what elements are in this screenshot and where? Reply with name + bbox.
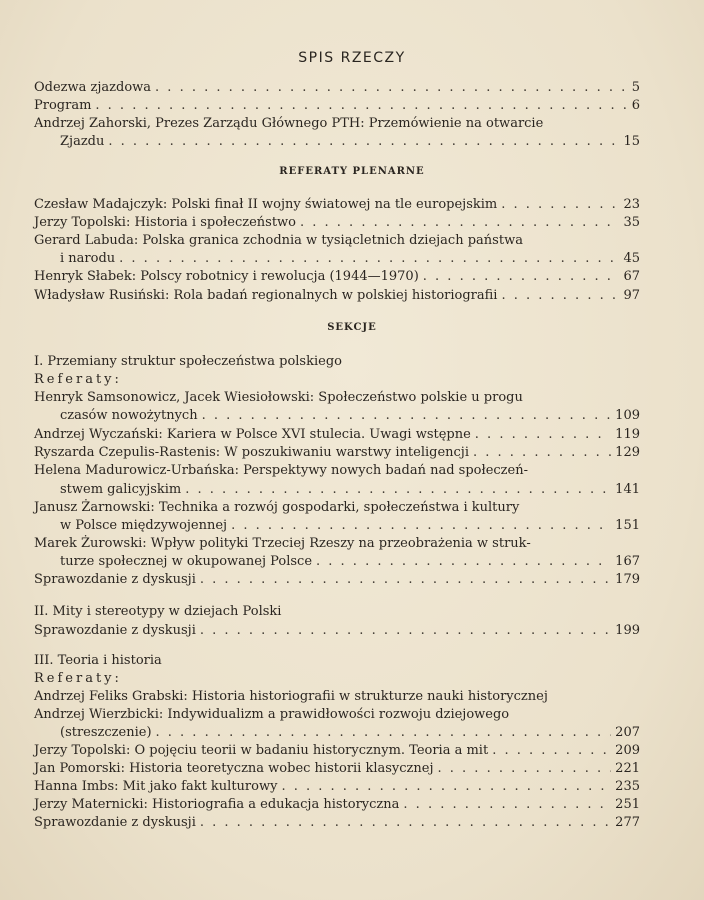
- toc-entry[interactable]: Jan Pomorski: Historia teoretyczna wobec historii klasycznej . . . 221: [34, 759, 640, 779]
- toc-entry[interactable]: Jerzy Topolski: O pojęciu teorii w badaniu historycznym. Teoria a mit . . . 209: [34, 741, 640, 761]
- toc-entry[interactable]: Andrzej Wierzbicki: Indywidualizm a prawidłowości rozwoju dziejowego: [34, 707, 510, 722]
- toc-entry[interactable]: Marek Żurowski: Wpływ polityki Trzeciej Rzeszy na przeobrażenia w struk-: [34, 536, 531, 551]
- section-heading-plenary: REFERATY PLENARNE: [279, 166, 425, 177]
- toc-entry[interactable]: Andrzej Wyczański: Kariera w Polsce XVI stulecia. Uwagi wstępne . . . 119: [34, 425, 640, 445]
- page-title: SPIS RZECZY: [298, 50, 406, 66]
- subheading-referaty: Referaty:: [34, 671, 122, 686]
- toc-entry-continued[interactable]: turze społecznej w okupowanej Polsce . . . 167: [60, 552, 640, 572]
- toc-entry-continued[interactable]: (streszczenie) . . . 207: [60, 723, 640, 743]
- toc-entry[interactable]: Sprawozdanie z dyskusji . . . 277: [34, 813, 640, 833]
- toc-entry[interactable]: Jerzy Topolski: Historia i społeczeństwo . . . 35: [34, 213, 640, 233]
- toc-entry[interactable]: Henryk Słabek: Polscy robotnicy i rewolucja (1944—1970) . . . 67: [34, 267, 640, 287]
- subheading-referaty: Referaty:: [34, 372, 122, 387]
- section-title: II. Mity i stereotypy w dziejach Polski: [34, 604, 282, 619]
- toc-entry[interactable]: Władysław Rusiński: Rola badań regionalnych w polskiej historiografii . . . 97: [34, 286, 640, 306]
- toc-entry[interactable]: Sprawozdanie z dyskusji . . . 179: [34, 570, 640, 590]
- toc-entry-continued[interactable]: w Polsce międzywojennej . . . 151: [60, 516, 640, 536]
- toc-entry[interactable]: Janusz Żarnowski: Technika a rozwój gospodarki, społeczeństwa i kultury: [34, 500, 520, 515]
- toc-entry[interactable]: Sprawozdanie z dyskusji . . . 199: [34, 621, 640, 641]
- toc-entry[interactable]: Andrzej Feliks Grabski: Historia historiografii w strukturze nauki historycznej: [34, 689, 548, 704]
- toc-entry[interactable]: Program . . . 6: [34, 96, 640, 116]
- toc-entry[interactable]: Ryszarda Czepulis-Rastenis: W poszukiwaniu warstwy inteligencji . . . 129: [34, 443, 640, 463]
- toc-entry-continued[interactable]: i narodu . . . 45: [60, 249, 640, 269]
- toc-entry[interactable]: Jerzy Maternicki: Historiografia a edukacja historyczna . . . 251: [34, 795, 640, 815]
- toc-entry[interactable]: Helena Madurowicz-Urbańska: Perspektywy nowych badań nad społeczeń-: [34, 463, 528, 478]
- toc-entry[interactable]: Czesław Madajczyk: Polski finał II wojny światowej na tle europejskim . . . 23: [34, 195, 640, 215]
- section-title: III. Teoria i historia: [34, 653, 162, 668]
- toc-entry[interactable]: Henryk Samsonowicz, Jacek Wiesiołowski: Społeczeństwo polskie u progu: [34, 390, 523, 405]
- toc-entry-continued[interactable]: czasów nowożytnych . . . 109: [60, 406, 640, 426]
- toc-entry[interactable]: Hanna Imbs: Mit jako fakt kulturowy . . . 235: [34, 777, 640, 797]
- toc-entry-continued[interactable]: Zjazdu . . . 15: [60, 132, 640, 152]
- toc-entry[interactable]: Andrzej Zahorski, Prezes Zarządu Głównego PTH: Przemówienie na otwarcie: [34, 116, 544, 131]
- toc-entry[interactable]: Odezwa zjazdowa . . . 5: [34, 78, 640, 98]
- toc-entry[interactable]: Gerard Labuda: Polska granica zchodnia w tysiącletnich dziejach państwa: [34, 233, 523, 248]
- section-heading-sections: SEKCJE: [327, 322, 377, 333]
- section-title: I. Przemiany struktur społeczeństwa polskiego: [34, 354, 342, 369]
- toc-entry-continued[interactable]: stwem galicyjskim . . . 141: [60, 480, 640, 500]
